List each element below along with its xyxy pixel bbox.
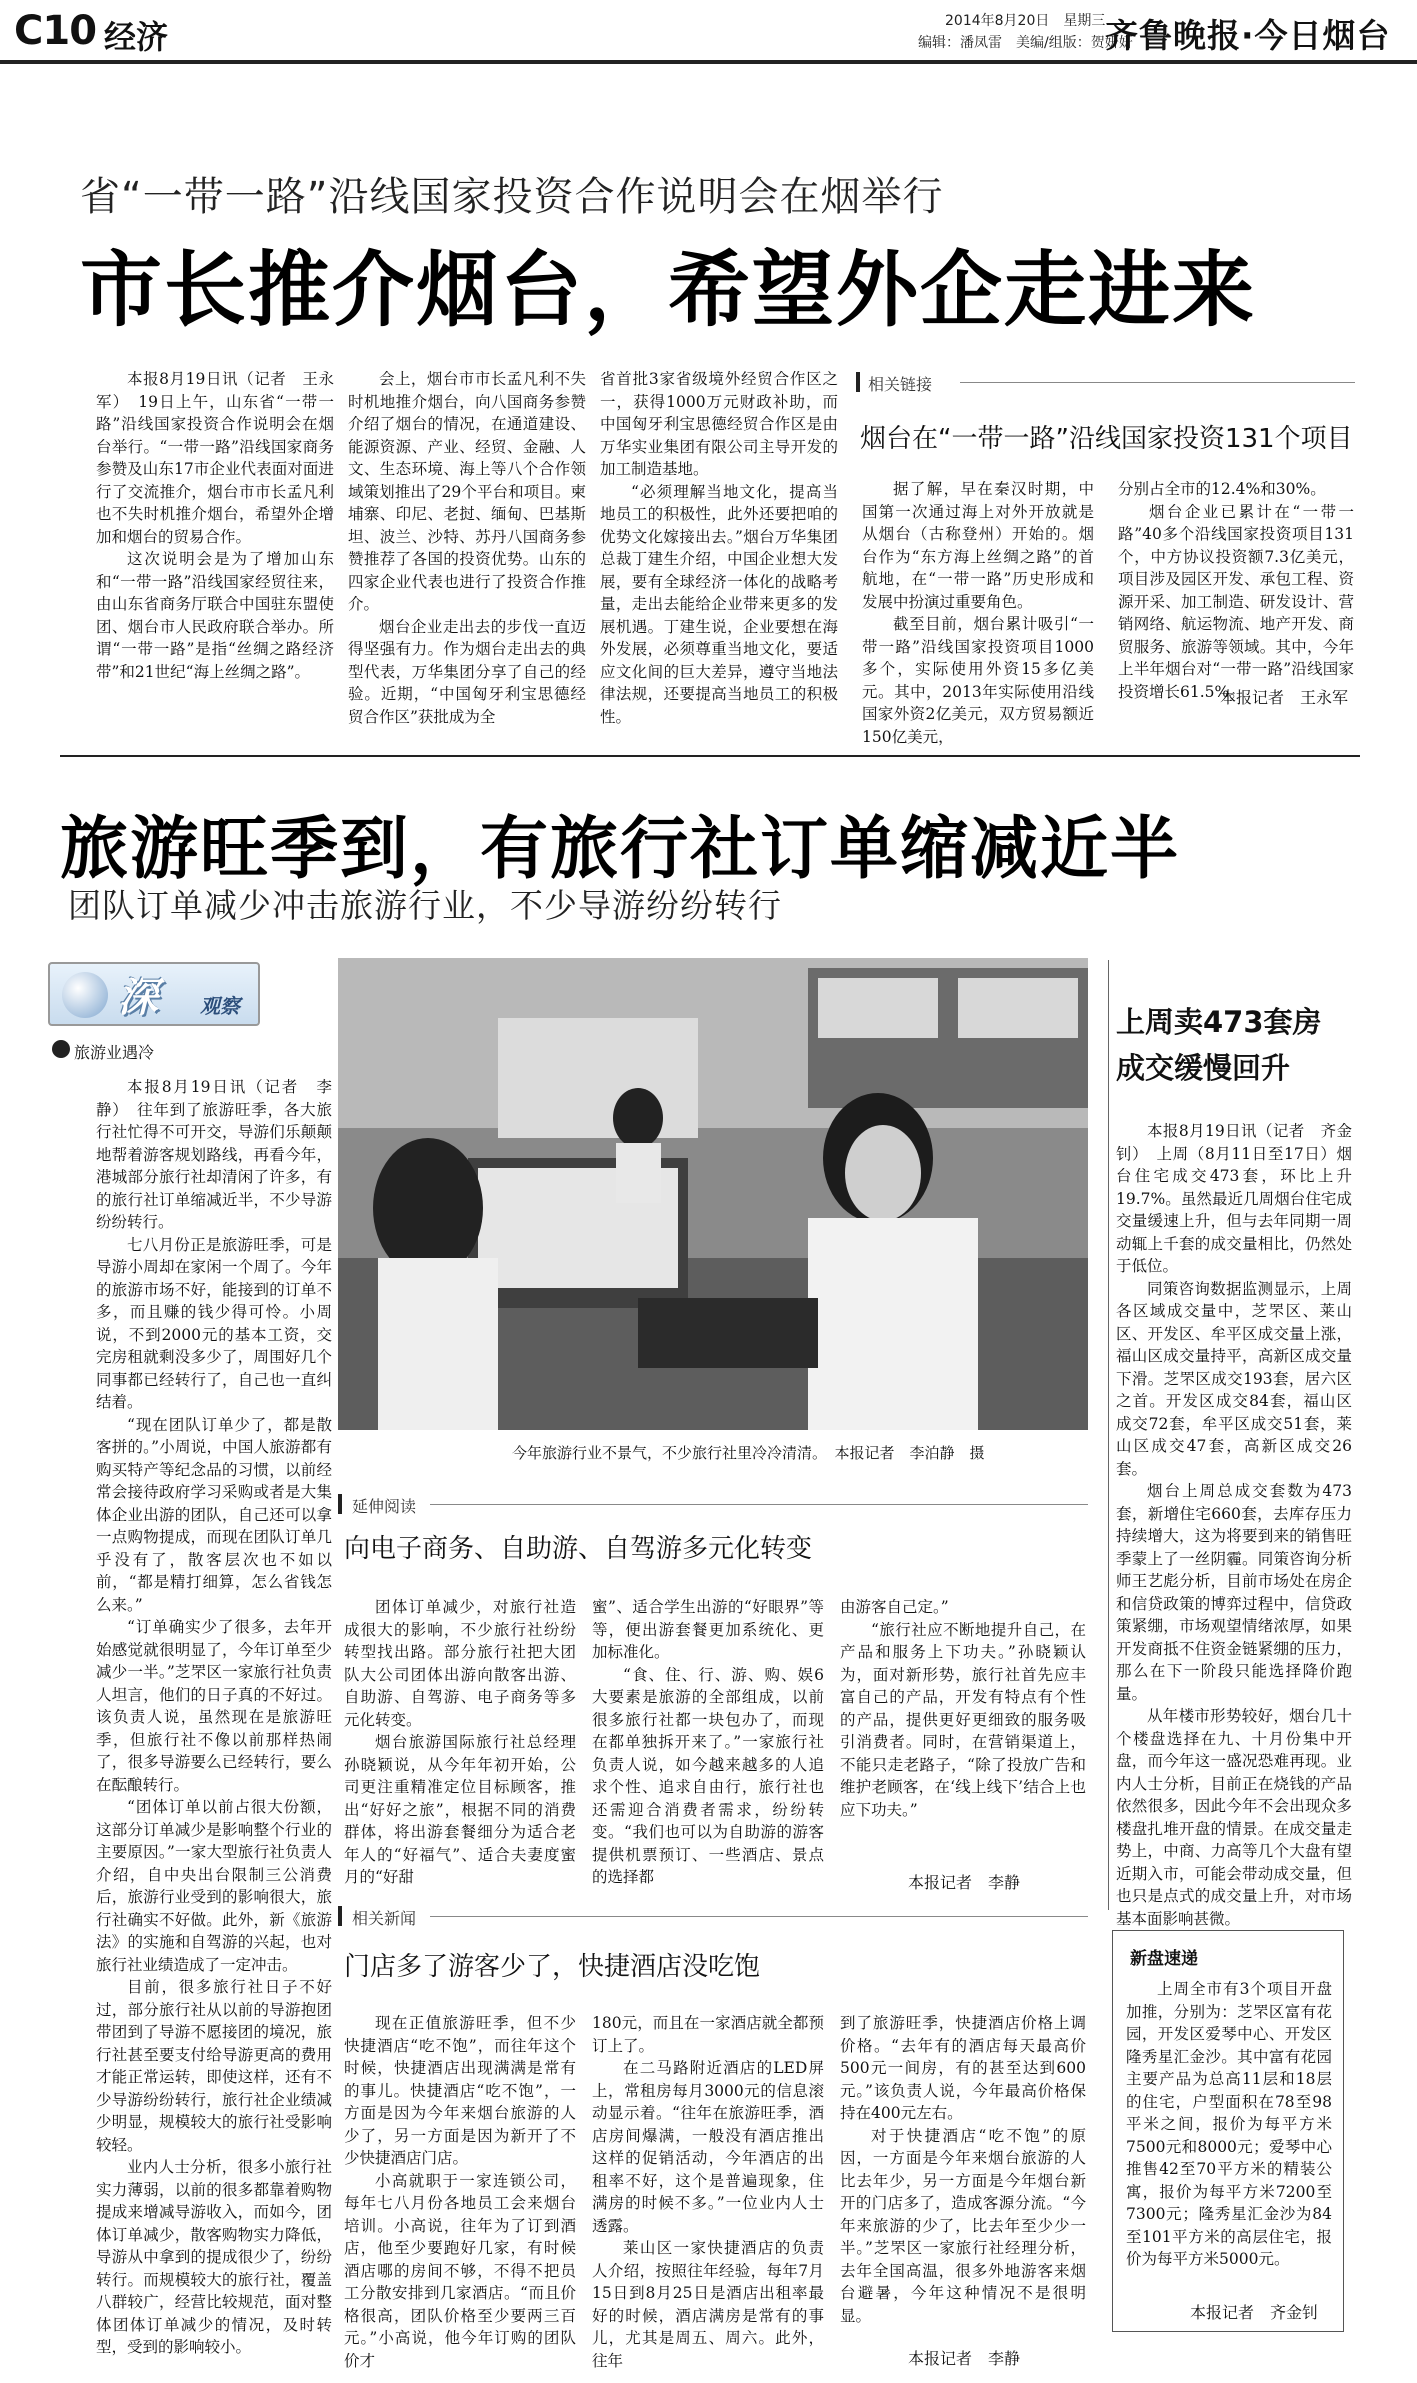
related-links-tag: 相关链接 [868, 375, 933, 394]
badge-subtitle: 观察 [200, 994, 240, 1018]
story1-column-1 [96, 368, 334, 683]
right-story-headline-line2: 成交缓慢回升 [1116, 1051, 1291, 1085]
story1-headline: 市长推介烟台，希望外企走进来 [80, 243, 1257, 338]
paragraph: 到了旅游旺季，快捷酒店价格上调价格。“去年有的酒店每天最高价500元一间房，有的甚至达到600元。”该负责人说，今年最高价格保持在400元左右。 [840, 2014, 1086, 2122]
related3-column-2 [592, 2012, 824, 2372]
paragraph: 烟台企业已累计在“一带一路”40多个沿线国家投资项目131个，中方协议投资额7.3亿美元，项目涉及园区开发、承包工程、资源开采、加工制造、研发设计、营销网络、航运物流、地产开发、商贸服务、旅游等领域。其中，今年上半年烟台对“一带一路”沿线国家投资增长61.5%。 [1118, 502, 1354, 701]
story1-kicker: 省“一带一路”沿线国家投资合作说明会在烟举行 [80, 174, 944, 220]
paragraph: 这次说明会是为了增加山东和“一带一路”沿线国家经贸往来，由山东省商务厅联合中国驻东盟使团、烟台市人民政府联合举办。所谓“一带一路”是指“丝绸之路经济带”和21世纪“海上丝绸之路”。 [96, 550, 334, 681]
paragraph: 蜜”、适合学生出游的“好眼界”等等，便出游套餐更加系统化、更加标准化。 [592, 1598, 824, 1661]
story1-column-2 [348, 368, 586, 728]
paragraph: 分别占全市的12.4%和30%。 [1118, 480, 1326, 498]
related2-headline: 向电子商务、自助游、自驾游多元化转变 [344, 1534, 813, 1564]
travel-agency-photo [338, 958, 1088, 1430]
paragraph: 由游客自己定。” [840, 1598, 949, 1616]
section-name: 经济 [104, 18, 169, 56]
paragraph: 小高就职于一家连锁公司，每年七八月份各地员工会来烟台培训。小高说，往年为了订到酒店，他至少要跑好几家，有时候酒店哪的房间不够，不得不把员工分散安排到几家酒店。“而且价格很高，团队价格至少要两三百元。”小高说，他今年订购的团队价才 [344, 2171, 576, 2370]
badge-title: 深 [118, 975, 158, 1021]
related2-column-2 [592, 1596, 824, 1889]
paragraph: 业内人士分析，很多小旅行社实力薄弱，以前的很多都靠着购物提成来增减导游收入，而如今，团体订单减少，散客购物实力降低，导游从中拿到的提成很少了，纷纷转行。而规模较大的旅行社，覆盖八群较广，经营比较规范，面对整体团体订单减少的情况，及时转型，受到的影响较小。 [96, 2158, 332, 2356]
paragraph: 烟台旅游国际旅行社总经理孙晓颖说，从今年年初开始，公司更注重精准定位目标顾客，推出“好好之旅”，根据不同的消费群体，将出游套餐细分为适合老年人的“好福气”、适合夫妻度蜜月的“好甜 [344, 1733, 576, 1886]
related3-column-1 [344, 2012, 576, 2372]
section-divider [60, 755, 1360, 757]
right-story-body [1116, 1120, 1352, 1930]
story2-headline: 旅游旺季到，有旅行社订单缩减近半 [60, 810, 1181, 889]
paragraph: 上周全市有3个项目开盘加推，分别为：芝罘区富有花园，开发区爱琴中心、开发区隆秀星汇金沙。其中富有花园主要产品为总高11层和18层的住宅，户型面积在78至98平米之间，报价为每平方米7500元和8000元；爱琴中心推售42至70平方米的精装公寓，报价为每平方米7200至7300元；隆秀星汇金沙为84至101平方米的高层住宅，报价为每平方米5000元。 [1126, 1980, 1332, 2268]
tag-marker [338, 1494, 342, 1514]
paragraph: “现在团队订单少了，都是散客拼的。”小周说，中国人旅游都有购买特产等纪念品的习惯，以前经常会接待政府学习采购或者是大集体企业出游的团队，自己还可以拿一点购物提成，而现在团队订单几乎没有了，散客层次也不如以前，“都是精打细算，怎么省钱怎么来。” [96, 1415, 332, 1614]
column-divider [1108, 960, 1109, 1910]
paragraph: 七八月份正是旅游旺季，可是导游小周却在家闲一个周了。今年的旅游市场不好，能接到的订单不多，而且赚的钱少得可怜。小周说，不到2000元的基本工资，交完房租就剩没多少了，周围好几个同事都已经转行了，自己也一直纠结着。 [96, 1235, 332, 1411]
paragraph: 在二马路附近酒店的LED屏上，常租房每月3000元的信息滚动显示着。“往年在旅游旺季，酒店房间爆满，一般没有酒店推出这样的促销活动，今年酒店的出租率不好，这个是普遍现象，住满房的时候不多。”一位业内人士透露。 [592, 2059, 824, 2235]
related1-signature: 本报记者 王永军 [1220, 688, 1349, 707]
related1-column-2 [1118, 478, 1354, 703]
right-story-headline-line1: 上周卖473套房 [1116, 1005, 1322, 1039]
related1-column-1 [862, 478, 1094, 748]
paragraph: 本报8月19日讯（记者 王永军） 19日上午，山东省“一带一路”沿线国家投资合作说明会在烟台举行。“一带一路”沿线国家商务参赞及山东17市企业代表面对面进行了交流推介，烟台市市长孟凡利也不失时机推介烟台，希望外企增加和烟台的贸易合作。 [96, 370, 334, 546]
paragraph: 目前，很多旅行社日子不好过，部分旅行社从以前的导游抱团带团到了导游不愿接团的境况，旅行社甚至要支付给导游更高的费用才能正常运转，即使这样，还有不少导游纷纷转行，旅行社企业绩减少明显，规模较大的旅行社受影响较轻。 [96, 1978, 332, 2154]
photo-caption: 今年旅游行业不景气，不少旅行社里冷冷清清。 本报记者 李泊静 摄 [512, 1444, 985, 1462]
story1-column-3 [600, 368, 838, 728]
paragraph: 会上，烟台市市长孟凡利不失时机地推介烟台，向八国商务参赞介绍了烟台的情况，在通道建设、能源资源、产业、经贸、金融、人文、生态环境、海上等八个合作领域策划推出了29个平台和项目。柬埔寨、印尼、老挝、缅甸、巴基斯坦、波兰、沙特、苏丹八国商务参赞推荐了各国的投资优势。山东的四家企业代表也进行了投资合作推介。 [348, 370, 586, 613]
paragraph: 从年楼市形势较好，烟台几十个楼盘选择在九、十月份集中开盘，而今年这一盛况恐难再现。业内人士分析，目前正在烧钱的产品依然很多，因此今年不会出现众多楼盘扎堆开盘的情景。在成交量走势上，中商、力高等几个大盘有望近期入市，可能会带动成交量，但也只是点式的成交量上升，对市场基本面影响甚微。 [1116, 1707, 1352, 1928]
tag-marker [338, 1906, 342, 1926]
paragraph: “食、住、行、游、购、娱6大要素是旅游的全部组成，以前很多旅行社都一块包办了，而现在都单独拆开来了。”一家旅行社负责人说，如今越来越多的人追求个性、追求自由行，旅行社也还需迎合消费者需求，纷纷转变。“我们也可以为自助游的游客提供机票预订、一些酒店、景点的选择都 [592, 1665, 824, 1886]
bullet-icon [52, 1040, 70, 1058]
divider [430, 1916, 1088, 1917]
related3-headline: 门店多了游客少了，快捷酒店没吃饱 [344, 1952, 761, 1982]
new-listings-title: 新盘速递 [1130, 1949, 1198, 1969]
story2-subhead: 团队订单减少冲击旅游行业，不少导游纷纷转行 [68, 886, 782, 925]
divider [430, 1504, 1088, 1505]
paragraph: 同策咨询数据监测显示，上周各区域成交量中，芝罘区、莱山区、开发区、牟平区成交量上涨，福山区成交量持平，高新区成交量下滑。芝罘区成交193套，居六区之首。开发区成交84套，福山区成交72套，牟平区成交51套，莱山区成交47套，高新区成交26套。 [1116, 1279, 1352, 1478]
related2-column-1 [344, 1596, 576, 1889]
related-news-tag: 相关新闻 [352, 1909, 417, 1928]
paragraph: “必须理解当地文化，提高当地员工的积极性，此外还要把咱的优势文化嫁接出去。”烟台万华集团总裁丁建生介绍，中国企业想大发展，要有全球经济一体化的战略考量，走出去能给企业带来更多的发展机遇。丁建生说，企业要想在海外发展，必须尊重当地文化，要适应文化间的巨大差异，遵守当地法律法规，还要提高当地员工的积极性。 [600, 482, 838, 726]
related2-signature: 本报记者 李静 [908, 1873, 1021, 1892]
paragraph: 烟台上周总成交套数为473套，新增住宅660套，去库存压力持续增大，这为将要到来的销售旺季蒙上了一丝阴霾。同策咨询分析师王艺彪分析，目前市场处在房企和信贷政策的博弈过程中，信贷政策紧绷，市场观望情绪浓厚，如果开发商抵不住资金链紧绷的压力，那么在下一阶段只能选择降价跑量。 [1116, 1482, 1352, 1703]
divider [960, 382, 1355, 383]
related2-column-3 [840, 1596, 1086, 1821]
paragraph: 据了解，早在秦汉时期，中国第一次通过海上对外开放就是从烟台（古称登州）开始的。烟台作为“东方海上丝绸之路”的首航地，在“一带一路”历史形成和发展中扮演过重要角色。 [862, 480, 1094, 611]
paragraph: “旅行社应不断地提升自己，在产品和服务上下功夫。”孙晓颖认为，面对新形势，旅行社首先应丰富自己的产品，开发有特点有个性的产品，提供更好更细致的服务吸引消费者。同时，在营销渠道上，不能只走老路子，“除了投放广告和维护老顾客，在‘线上线下’结合上也应下功夫。” [840, 1620, 1086, 1819]
paragraph: “团体订单以前占很大份额，这部分订单减少是影响整个行业的主要原因。”一家大型旅行社负责人介绍，自中央出台限制三公消费后，旅游行业受到的影响很大，旅行社确实不好做。此外，新《旅游法》的实施和自驾游的兴起，也对旅行社业绩造成了一定冲击。 [96, 1798, 332, 1974]
paragraph: “订单确实少了很多，去年开始感觉就很明显了，今年订单至少减少一半。”芝罘区一家旅行社负责人坦言，他们的日子真的不好过。该负责人说，虽然现在是旅游旺季，但旅行社不像以前那样热闹了，很多导游要么已经转行，要么在酝酿转行。 [96, 1618, 332, 1794]
globe-icon [62, 972, 108, 1018]
editor-credits: 编辑：潘凤雷 美编/组版：贺妍妍 [918, 35, 1133, 51]
paragraph: 莱山区一家快捷酒店的负责人介绍，按照往年经验，每年7月15日到8月25日是酒店出租率最好的时候，酒店满房是常有的事儿，尤其是周五、周六。此外，往年 [592, 2239, 824, 2370]
page-number: C10 [14, 8, 97, 54]
issue-date: 2014年8月20日 星期三 [945, 13, 1106, 29]
newspaper-logo: 齐鲁晚报·今日烟台 [1105, 16, 1391, 55]
paragraph: 烟台企业走出去的步伐一直迈得坚强有力。作为烟台走出去的典型代表，万华集团分享了自己的经验。近期，“中国匈牙利宝思德经贸合作区”获批成为全 [348, 617, 586, 726]
extended-reading-tag: 延伸阅读 [352, 1497, 417, 1516]
paragraph: 本报8月19日讯（记者 齐金钊） 上周（8月11日至17日）烟台住宅成交473套，环比上升19.7%。虽然最近几周烟台住宅成交量缓速上升，但与去年同期一周动辄上千套的成交量相比，仍然处于低位。 [1116, 1122, 1352, 1275]
photo-illustration [338, 958, 1088, 1430]
paragraph: 截至目前，烟台累计吸引“一带一路”沿线国家投资项目1000多个，实际使用外资15多亿美元。其中，2013年实际使用沿线国家外资2亿美元，双方贸易额近150亿美元， [862, 615, 1094, 746]
paragraph: 对于快捷酒店“吃不饱”的原因，一方面是今年来烟台旅游的人比去年少，另一方面是今年烟台新开的门店多了，造成客源分流。“今年来旅游的少了，比去年至少少一半。”芝罘区一家旅行社经理分析，去年全国高温，很多外地游客来烟台避暑，今年这种情况不是很明显。 [840, 2126, 1086, 2325]
paragraph: 180元，而且在一家酒店就全都预订上了。 [592, 2014, 824, 2055]
related3-column-3 [840, 2012, 1086, 2327]
paragraph: 省首批3家省级境外经贸合作区之一，获得1000万元财政补助，而中国匈牙利宝思德经贸合作区是由万华实业集团有限公司主导开发的加工制造基地。 [600, 370, 838, 478]
story2-column-left [96, 1076, 332, 2359]
new-listings-signature: 本报记者 齐金钊 [1190, 2303, 1319, 2322]
new-listings-body [1126, 1978, 1332, 2271]
paragraph: 现在正值旅游旺季，但不少快捷酒店“吃不饱”，而往年这个时候，快捷酒店出现满满是常有的事儿。快捷酒店“吃不饱”，一方面是因为今年来烟台旅游的人少了，另一方面是因为新开了不少快捷酒店门店。 [344, 2014, 576, 2167]
paragraph: 团体订单减少，对旅行社造成很大的影响，不少旅行社纷纷转型找出路。部分旅行社把大团队大公司团体出游向散客出游、自助游、自驾游、电子商务等多元化转变。 [344, 1598, 576, 1729]
column-tag: 旅游业遇冷 [74, 1043, 155, 1062]
paragraph: 本报8月19日讯（记者 李静） 往年到了旅游旺季，各大旅行社忙得不可开交，导游们乐颠颠地帮着游客规划路线，再看今年，港城部分旅行社却清闲了许多，有的旅行社订单缩减近半，不少导游纷纷转行。 [96, 1078, 332, 1231]
related3-signature: 本报记者 李静 [908, 2349, 1021, 2368]
related1-headline: 烟台在“一带一路”沿线国家投资131个项目 [860, 424, 1353, 454]
